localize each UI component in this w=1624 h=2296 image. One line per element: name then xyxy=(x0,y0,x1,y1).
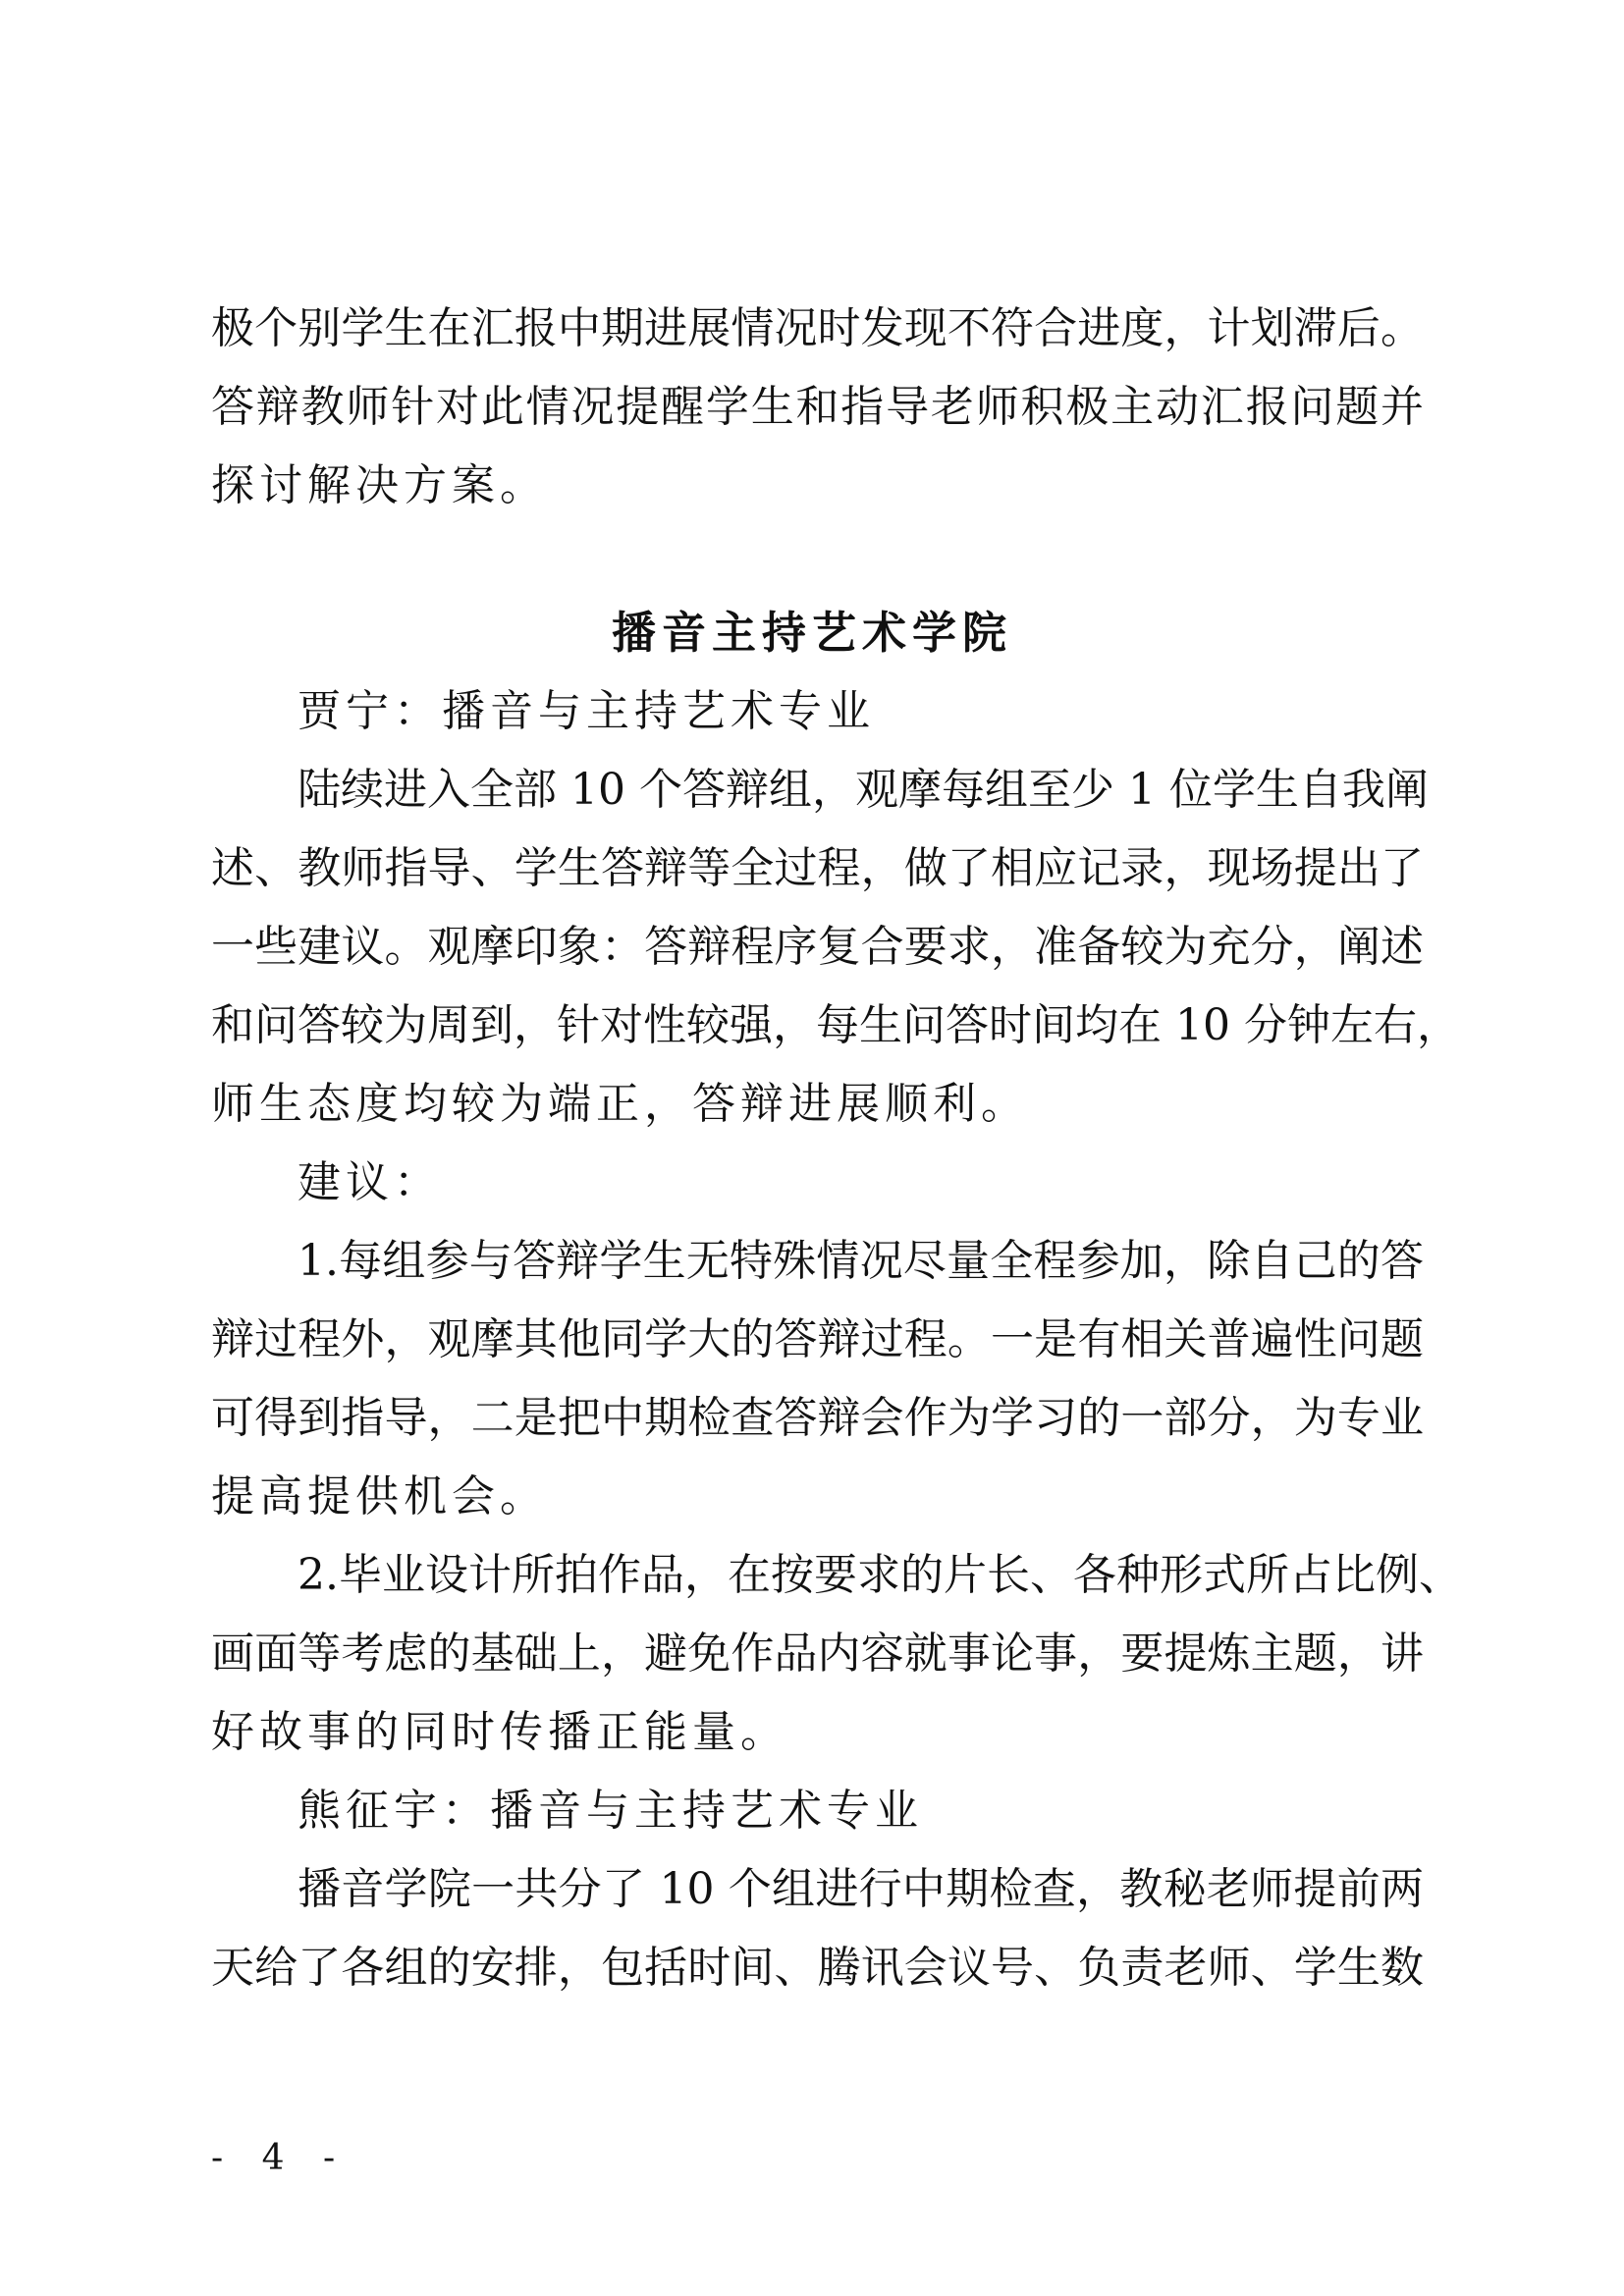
paragraph-line: 师生态度均较为端正，答辩进展顺利。 xyxy=(211,1079,1029,1129)
list-item-line: 辩过程外，观摩其他同学大的答辩过程。一是有相关普遍性问题 xyxy=(211,1314,1424,1364)
paragraph-line: 探讨解决方案。 xyxy=(211,460,548,510)
paragraph-line: 答辩教师针对此情况提醒学生和指导老师积极主动汇报问题并 xyxy=(211,382,1424,432)
page-number: - 4 - xyxy=(211,2138,350,2178)
paragraph-line: 极个别学生在汇报中期进展情况时发现不符合进度，计划滞后。 xyxy=(211,303,1424,353)
paragraph-line: 陆续进入全部 10 个答辩组，观摩每组至少 1 位学生自我阐 xyxy=(298,765,1429,815)
paragraph-line: 播音学院一共分了 10 个组进行中期检查，教秘老师提前两 xyxy=(298,1864,1424,1914)
list-item-line: 1.每组参与答辩学生无特殊情况尽量全程参加，除自己的答 xyxy=(298,1236,1424,1286)
suggestion-label: 建议： xyxy=(298,1157,442,1207)
paragraph-line: 天给了各组的安排，包括时间、腾讯会议号、负责老师、学生数 xyxy=(211,1943,1424,1993)
list-item-line: 画面等考虑的基础上，避免作品内容就事论事，要提炼主题，讲 xyxy=(211,1629,1424,1679)
paragraph-line: 和问答较为周到，针对性较强，每生问答时间均在 10 分钟左右， xyxy=(211,1000,1460,1050)
list-item-line: 提高提供机会。 xyxy=(211,1471,548,1522)
paragraph-line: 一些建议。观摩印象：答辩程序复合要求，准备较为充分，阐述 xyxy=(211,922,1424,972)
list-item-line: 2.毕业设计所拍作品，在按要求的片长、各种形式所占比例、 xyxy=(298,1550,1462,1600)
section-heading: 播音主持艺术学院 xyxy=(611,607,1012,659)
list-item-line: 好故事的同时传播正能量。 xyxy=(211,1707,788,1757)
reviewer-name-line: 熊征宇：播音与主持艺术专业 xyxy=(298,1786,923,1836)
paragraph-line: 述、教师指导、学生答辩等全过程，做了相应记录，现场提出了 xyxy=(211,843,1424,893)
reviewer-name-line: 贾宁：播音与主持艺术专业 xyxy=(298,686,875,736)
list-item-line: 可得到指导，二是把中期检查答辩会作为学习的一部分，为专业 xyxy=(211,1393,1424,1443)
